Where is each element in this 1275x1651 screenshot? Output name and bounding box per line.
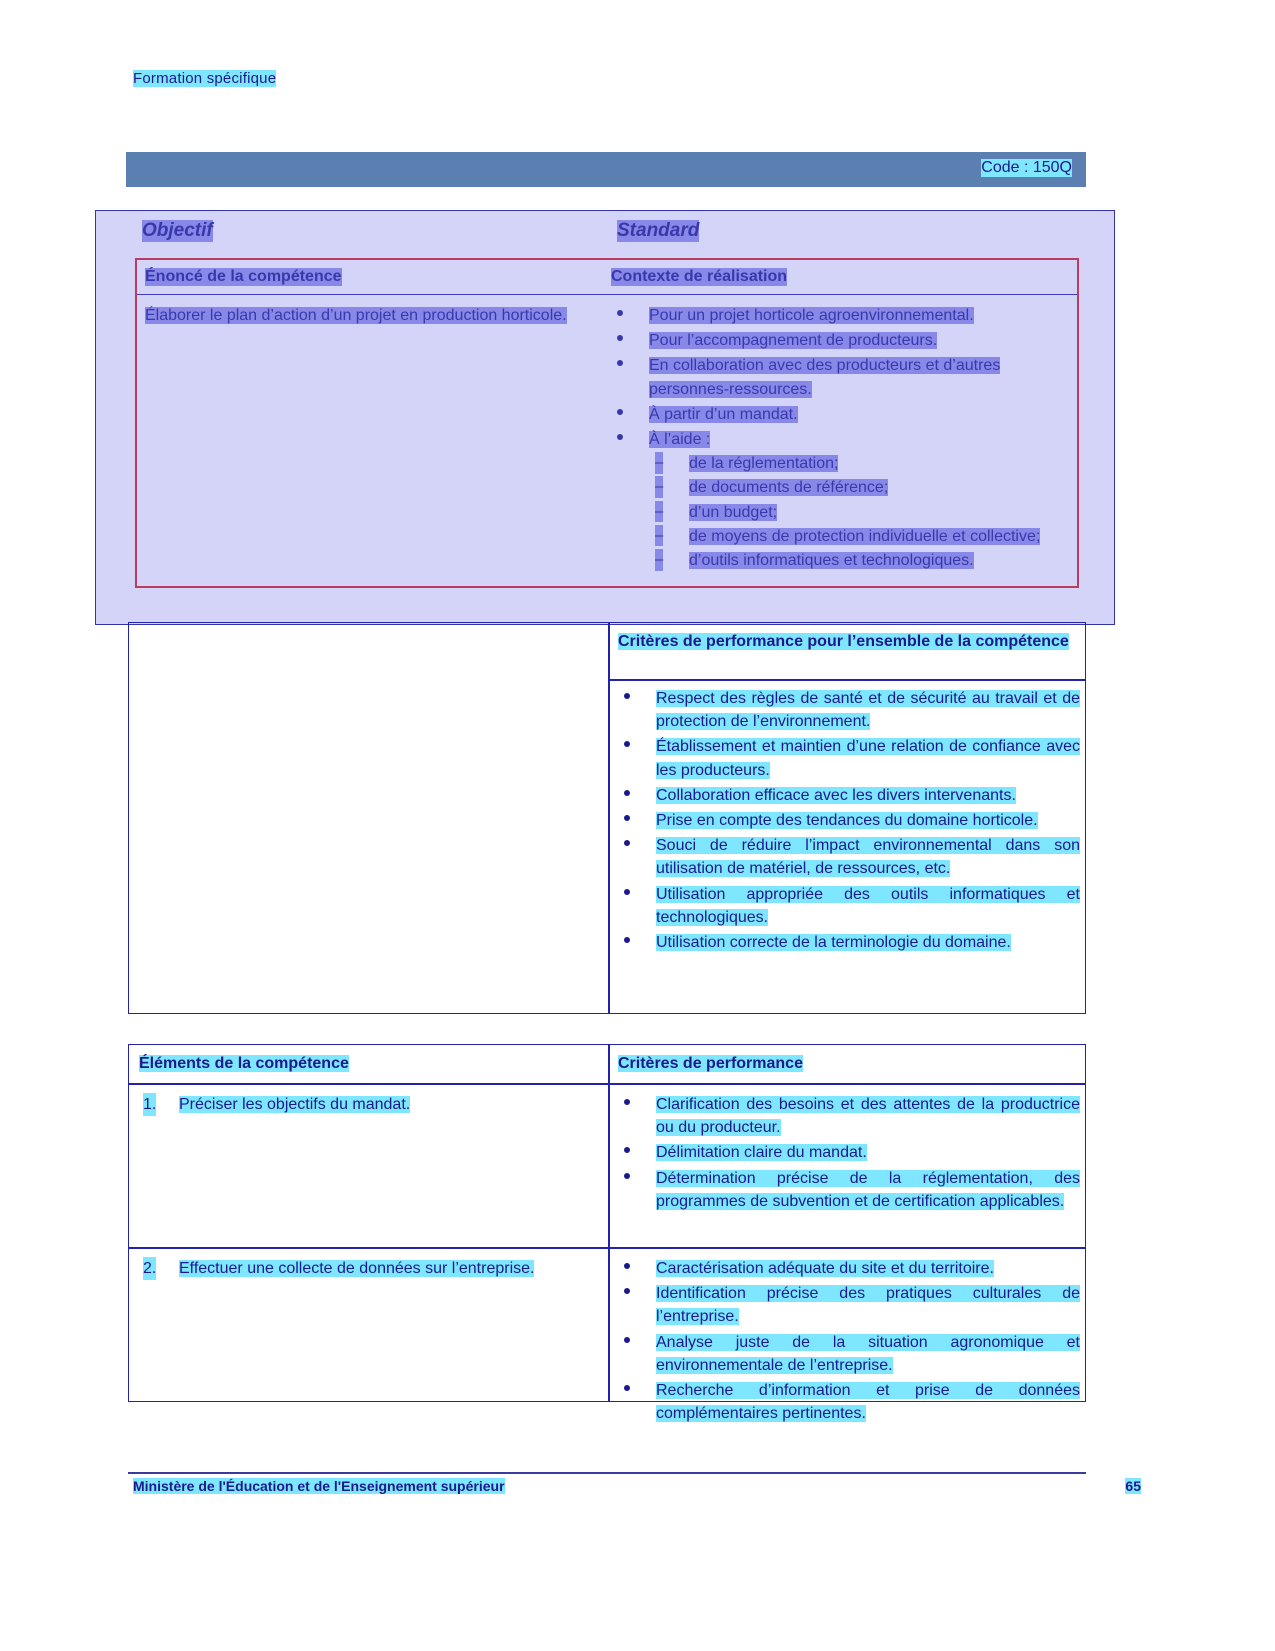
footer-divider <box>128 1472 1086 1474</box>
bullet-icon <box>624 889 630 895</box>
list-item: Pour l’accompagnement de producteurs. <box>611 329 1071 352</box>
row-divider <box>129 1247 1085 1249</box>
code-bar <box>126 152 1086 187</box>
table-row <box>139 1257 589 1280</box>
row-criteria-list <box>618 1257 1080 1427</box>
list-item: Collaboration efficace avec les divers intervenants. <box>618 784 1080 807</box>
list-item: Pour un projet horticole agroenvironnemental. <box>611 304 1071 327</box>
bullet-icon <box>617 409 623 415</box>
list-item: À partir d’un mandat. <box>611 403 1071 426</box>
bullet-icon <box>617 310 623 316</box>
list-item: À l’aide : ‒ de la réglementation; ‒ de documents de référence; ‒ d’un budget; ‒ de moyens de protection individuelle et collective; ‒ d’outils informatiques et technologiques. <box>611 428 1071 572</box>
performance-criteria-table <box>128 622 1086 1014</box>
bullet-icon <box>624 1099 630 1105</box>
contexte-header: Contexte de réalisation <box>611 268 788 285</box>
list-item: Caractérisation adéquate du site et du territoire. <box>618 1257 1080 1280</box>
sub-list-item: ‒ d’un budget; <box>655 502 778 521</box>
bullet-icon <box>617 360 623 366</box>
objectif-title: Objectif <box>142 220 213 241</box>
bullet-icon <box>624 741 630 747</box>
dash-icon: ‒ <box>655 501 663 523</box>
bullet-icon <box>624 937 630 943</box>
bullet-icon <box>624 1173 630 1179</box>
bullet-icon <box>624 815 630 821</box>
dash-icon: ‒ <box>655 525 663 547</box>
contexte-sublist <box>649 452 1071 572</box>
list-item: Prise en compte des tendances du domaine horticole. <box>618 809 1080 832</box>
footer-page-number: 65 <box>1125 1478 1141 1494</box>
dash-icon: ‒ <box>655 452 663 474</box>
row-criteria-list <box>618 1093 1080 1215</box>
list-item: Analyse juste de la situation agronomique et environnementale de l’entreprise. <box>618 1331 1080 1377</box>
list-item: Souci de réduire l’impact environnemental dans son utilisation de matériel, de ressources, etc. <box>618 834 1080 880</box>
sub-list-item: ‒ d’outils informatiques et technologiques. <box>655 550 974 569</box>
bullet-icon <box>624 790 630 796</box>
bullet-icon <box>624 1147 630 1153</box>
table-row <box>139 1093 589 1116</box>
bullet-icon <box>624 693 630 699</box>
list-item: Établissement et maintien d’une relation de confiance avec les producteurs. <box>618 735 1080 781</box>
column-divider <box>608 1045 610 1401</box>
list-item: Délimitation claire du mandat. <box>618 1141 1080 1164</box>
row-label: Préciser les objectifs du mandat. <box>179 1096 411 1113</box>
dash-icon: ‒ <box>655 549 663 571</box>
row-label: Effectuer une collecte de données sur l’entreprise. <box>179 1260 535 1277</box>
running-header: Formation spécifique <box>133 70 277 87</box>
elements-table <box>128 1044 1086 1423</box>
row-number: 1. <box>143 1093 156 1116</box>
sub-list-item: ‒ de documents de référence; <box>655 478 889 497</box>
objectif-standard-row <box>128 212 1086 258</box>
bullet-icon <box>624 1337 630 1343</box>
elements-header: Éléments de la compétence <box>139 1055 349 1072</box>
performance-criteria-list <box>618 687 1080 956</box>
bullet-icon <box>624 840 630 846</box>
contexte-list <box>611 304 1071 574</box>
row-divider <box>129 1083 1085 1085</box>
competence-header-row <box>137 260 1077 295</box>
row-number: 2. <box>143 1257 156 1280</box>
enonce-text <box>145 304 595 327</box>
list-item: Détermination précise de la réglementation, des programmes de subvention et de certification applicables. <box>618 1167 1080 1213</box>
bullet-icon <box>617 335 623 341</box>
bullet-icon <box>624 1263 630 1269</box>
competence-table <box>135 258 1079 588</box>
criteria-header: Critères de performance <box>618 1055 803 1072</box>
column-divider <box>608 623 610 1013</box>
list-item: Respect des règles de santé et de sécurité au travail et de protection de l’environnement. <box>618 687 1080 733</box>
list-item: Identification précise des pratiques culturales de l’entreprise. <box>618 1282 1080 1328</box>
bullet-icon <box>624 1385 630 1391</box>
list-item: Clarification des besoins et des attentes de la productrice ou du producteur. <box>618 1093 1080 1139</box>
bullet-icon <box>624 1288 630 1294</box>
dash-icon: ‒ <box>655 476 663 498</box>
enonce-header: Énoncé de la compétence <box>145 268 342 285</box>
enonce-text-value: Élaborer le plan d’action d’un projet en production horticole. <box>145 307 567 324</box>
sub-list-item: ‒ de moyens de protection individuelle et collective; <box>655 526 1041 545</box>
sub-list-item: ‒ de la réglementation; <box>655 454 839 473</box>
standard-title: Standard <box>617 220 700 241</box>
footer-organization: Ministère de l'Éducation et de l'Enseignement supérieur <box>133 1478 505 1494</box>
list-item: Recherche d’information et prise de données complémentaires pertinentes. <box>618 1379 1080 1425</box>
list-item: En collaboration avec des producteurs et d’autres personnes-ressources. <box>611 354 1071 400</box>
header-divider <box>608 679 1085 681</box>
list-item: Utilisation correcte de la terminologie du domaine. <box>618 931 1080 954</box>
bullet-icon <box>617 434 623 440</box>
list-item: Utilisation appropriée des outils informatiques et technologiques. <box>618 883 1080 929</box>
performance-criteria-header: Critères de performance pour l’ensemble de la compétence <box>618 633 1069 650</box>
code-label: Code : 150Q <box>981 159 1072 176</box>
